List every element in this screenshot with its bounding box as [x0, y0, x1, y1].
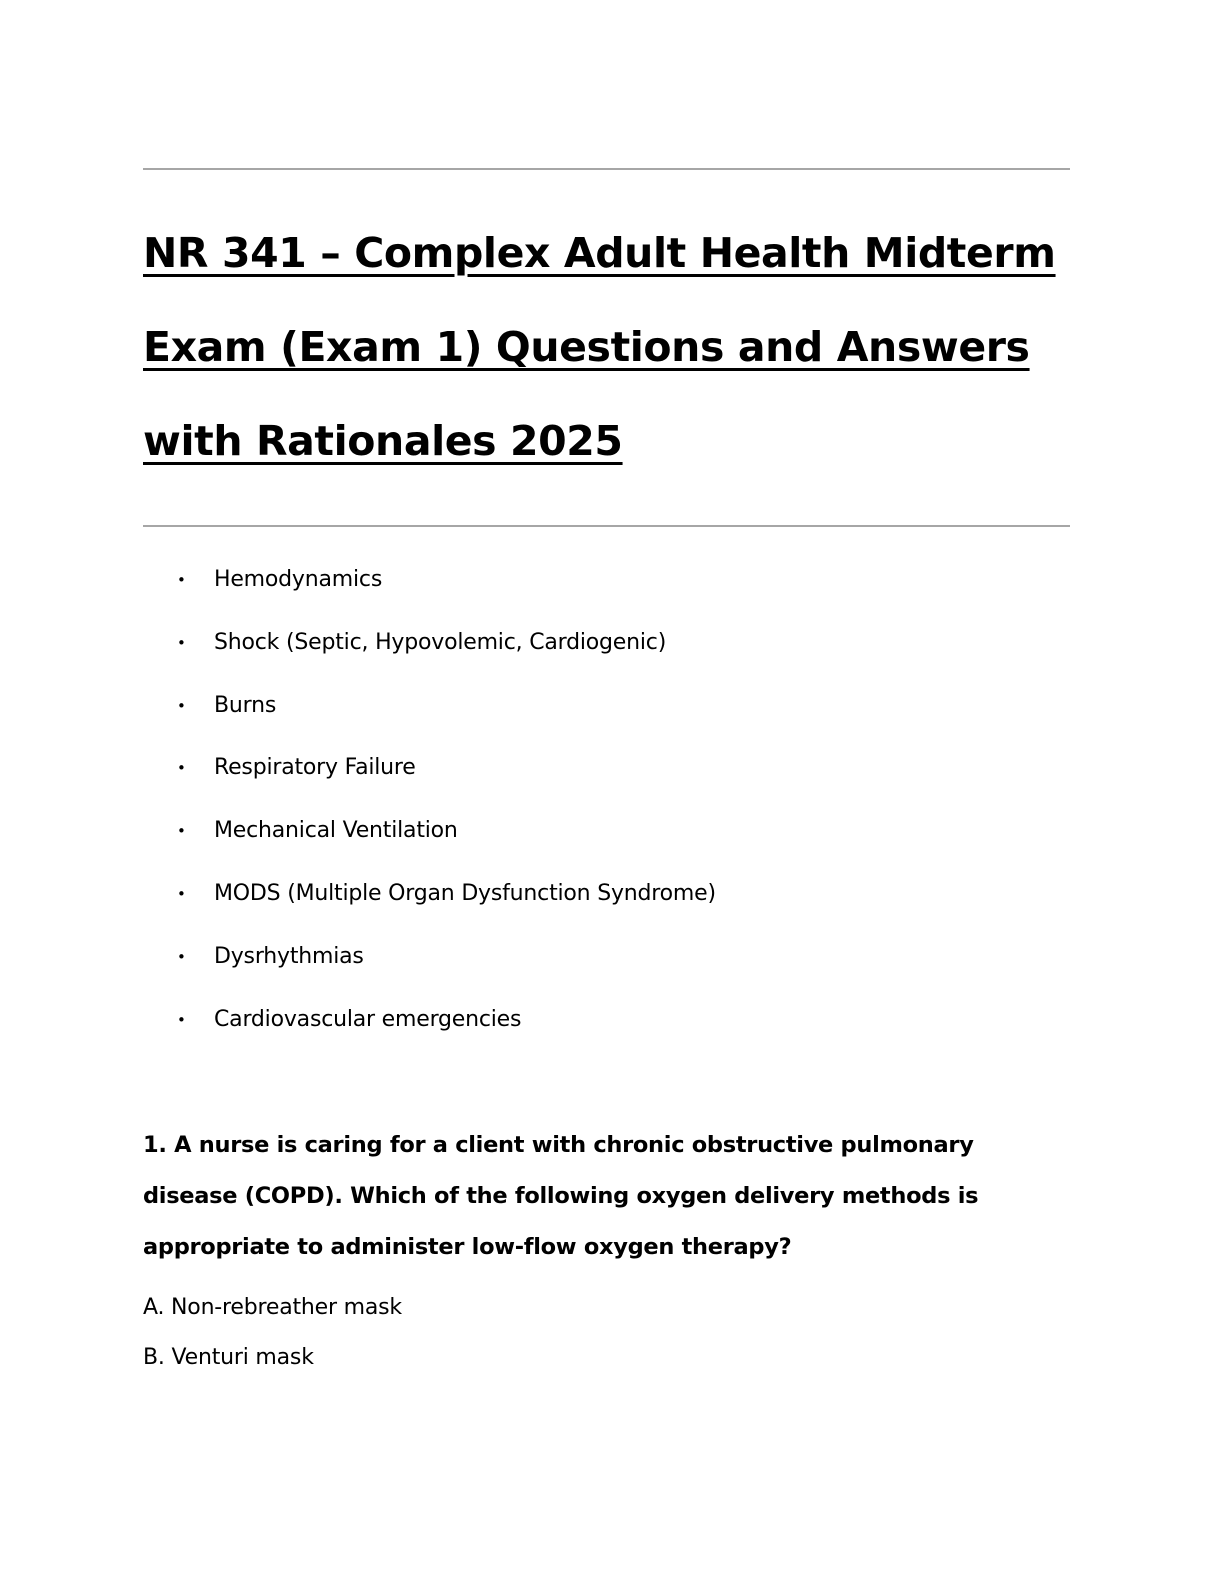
topic-label: Burns [214, 692, 277, 718]
bullet-icon: • [177, 759, 186, 778]
list-item [143, 875, 716, 938]
topic-list [143, 561, 716, 1063]
bullet-icon: • [177, 1010, 186, 1029]
title-line-3: with Rationales 2025 [143, 417, 623, 465]
topic-label: Dysrhythmias [214, 943, 364, 969]
list-item [143, 1001, 716, 1064]
bullet-icon: • [177, 696, 186, 715]
answer-option-b: B. Venturi mask [143, 1345, 314, 1370]
title-line-1: NR 341 – Complex Adult Health Midterm [143, 229, 1056, 277]
topic-label: Respiratory Failure [214, 755, 416, 781]
bullet-icon: • [177, 571, 186, 589]
question-1-stem: 1. A nurse is caring for a client with chronic obstructive pulmonary disease (COPD). Which of the following oxygen delivery methods is appropriate to administer low-flow oxygen therapy? [143, 1132, 979, 1260]
topic-label: Hemodynamics [214, 567, 383, 592]
bottom-divider [143, 525, 1070, 527]
bullet-icon: • [177, 822, 186, 841]
bullet-icon: • [177, 947, 186, 966]
list-item [143, 624, 716, 687]
bullet-icon: • [177, 884, 186, 903]
list-item [143, 812, 716, 875]
topic-label: Shock (Septic, Hypovolemic, Cardiogenic) [214, 629, 667, 655]
topic-label: MODS (Multiple Organ Dysfunction Syndrome) [214, 880, 716, 906]
list-item [143, 938, 716, 1001]
title-line-2: Exam (Exam 1) Questions and Answers [143, 323, 1030, 371]
topic-label: Cardiovascular emergencies [214, 1006, 522, 1032]
answer-options [143, 1288, 402, 1388]
topic-label: Mechanical Ventilation [214, 818, 458, 844]
answer-option-a: A. Non-rebreather mask [143, 1295, 402, 1320]
top-divider [143, 168, 1070, 170]
list-item [143, 561, 716, 624]
bullet-icon: • [177, 633, 186, 652]
list-item [143, 687, 716, 750]
page-title [143, 206, 1073, 488]
list-item [143, 749, 716, 812]
